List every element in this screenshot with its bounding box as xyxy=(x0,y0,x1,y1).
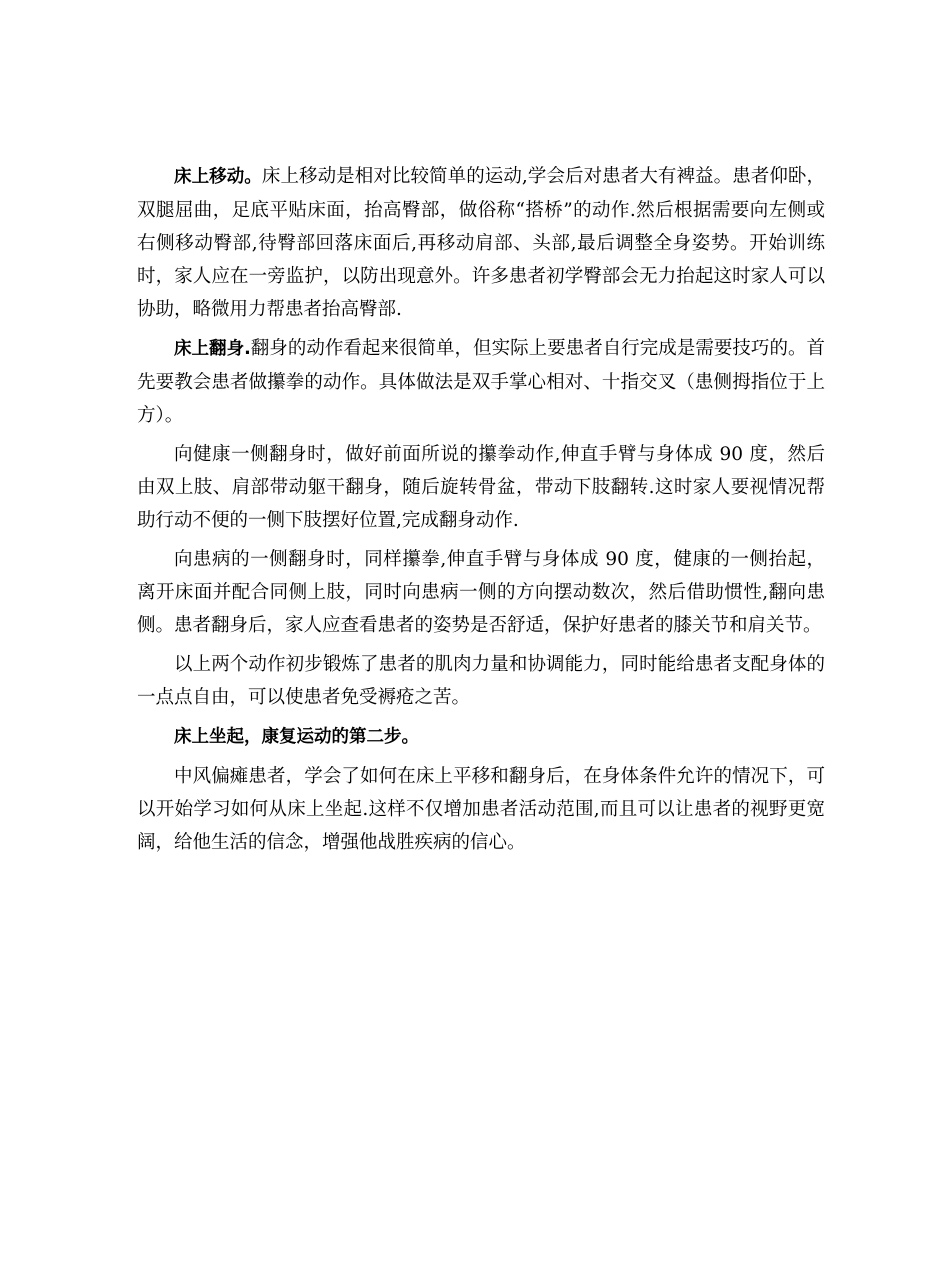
paragraph-turn-healthy-side xyxy=(137,438,825,537)
paragraph-text: 向健康一侧翻身时，做好前面所说的攥拳动作,伸直手臂与身体成 90 度，然后由双上肢、肩部带动躯干翻身，随后旋转骨盆，带动下肢翻转.这时家人要视情况帮助行动不便的一侧下肢摆好位置,完成翻身动作. xyxy=(137,444,825,531)
heading-bed-turning: 床上翻身. xyxy=(174,339,251,359)
paragraph-bed-movement xyxy=(137,160,825,326)
paragraph-text: 向患病的一侧翻身时，同样攥拳,伸直手臂与身体成 90 度，健康的一侧抬起，离开床面并配合同侧上肢，同时向患病一侧的方向摆动数次，然后借助惯性,翻向患侧。患者翻身后，家人应查看患者的姿势是否舒适，保护好患者的膝关节和肩关节。 xyxy=(137,549,825,636)
document-body xyxy=(137,160,825,865)
paragraph-sitting-heading xyxy=(137,720,825,754)
paragraph-text: 中风偏瘫患者，学会了如何在床上平移和翻身后，在身体条件允许的情况下，可以开始学习如何从床上坐起.这样不仅增加患者活动范围,而且可以让患者的视野更宽阔，给他生活的信念，增强他战胜疾病的信心。 xyxy=(137,766,825,853)
paragraph-bed-turning xyxy=(137,332,825,432)
paragraph-text: 以上两个动作初步锻炼了患者的肌肉力量和协调能力，同时能给患者支配身体的一点点自由，可以使患者免受褥疮之苦。 xyxy=(137,654,825,708)
paragraph-summary xyxy=(137,648,825,714)
heading-sitting-up: 床上坐起，康复运动的第二步。 xyxy=(174,727,419,747)
paragraph-text: 翻身的动作看起来很简单，但实际上要患者自行完成是需要技巧的。首先要教会患者做攥拳的动作。具体做法是双手掌心相对、十指交叉（患侧拇指位于上方）。 xyxy=(137,338,825,426)
paragraph-turn-affected-side xyxy=(137,543,825,642)
paragraph-text: 床上移动是相对比较简单的运动,学会后对患者大有裨益。患者仰卧，双腿屈曲，足底平贴床面，抬高臀部，做俗称“搭桥”的动作.然后根据需要向左侧或右侧移动臀部,待臀部回落床面后,再移动肩部、头部,最后调整全身姿势。开始训练时，家人应在一旁监护，以防出现意外。许多患者初学臀部会无力抬起这时家人可以协助，略微用力帮患者抬高臀部. xyxy=(137,166,825,320)
heading-bed-movement: 床上移动。 xyxy=(174,167,262,187)
paragraph-sitting-up xyxy=(137,760,825,859)
